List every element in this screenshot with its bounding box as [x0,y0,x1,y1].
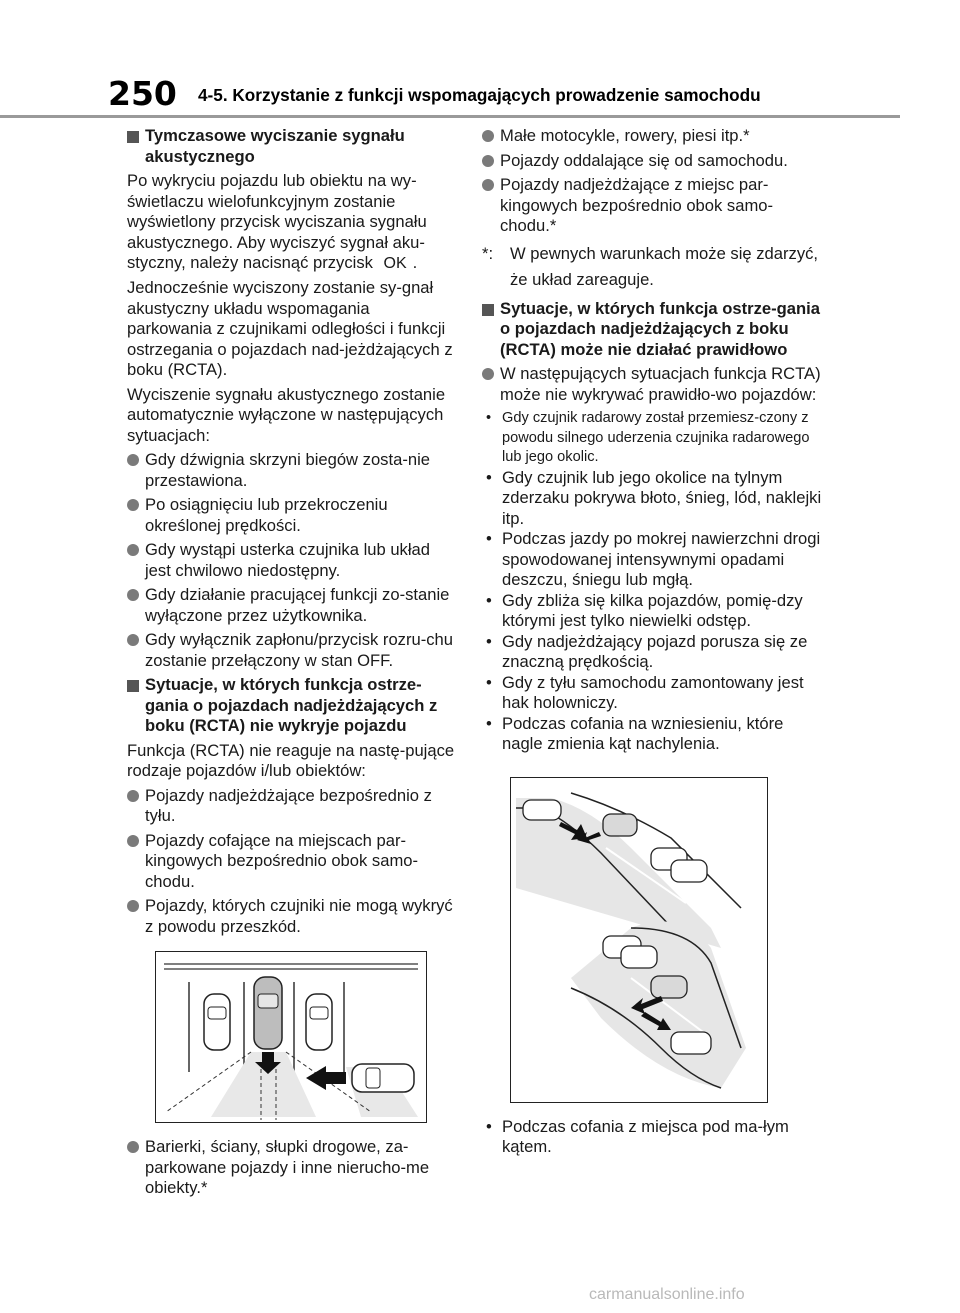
parking-lot-illustration [155,951,427,1123]
dash-item [482,468,822,530]
dash-item-text: Podczas cofania z miejsca pod ma-łym kątem. [502,1116,789,1156]
dash-bullet: • [486,410,492,426]
list-item [482,126,822,147]
circle-bullet-icon [127,634,139,646]
list-item-text: Małe motocykle, rowery, piesi itp.* [500,126,750,145]
paragraph-mute-end: . [412,253,418,272]
parking-diagram [156,952,426,1122]
circle-bullet-icon [127,790,139,802]
circle-bullet-icon [127,544,139,556]
heading-not-detect-text: Sytuacje, w których funkcja ostrze-gania o pojazdach nadjeżdżających z boku (RCTA) nie wykryje pojazdu [145,675,438,735]
circle-bullet-icon [127,454,139,466]
list-item-text: Pojazdy oddalające się od samochodu. [500,150,788,170]
dash-item-text: Gdy czujnik lub jego okolice na tylnym zderzaku pokrywa błoto, śnieg, lód, naklejki itp. [502,467,822,528]
list-item-text: Pojazdy nadjeżdżające z miejsc par-kingowych bezpośrednio obok samo-chodu.* [500,175,774,235]
heading-not-detect [127,675,457,737]
section-title: 4-5. Korzystanie z funkcji wspomagających prowadzenie samochodu [198,85,761,105]
circle-bullet-icon [127,1141,139,1153]
right-column [482,126,822,1158]
dash-item [482,529,822,591]
dash-bullet: • [486,467,492,487]
list-item [127,1137,457,1199]
list-item-text: Gdy działanie pracującej funkcji zo-stanie wyłączone przez użytkownika. [145,585,450,625]
circle-bullet-icon [482,155,494,167]
list-item [482,175,822,237]
header-rule [0,115,900,118]
list-item-text: W następujących sytuacjach funkcja RCTA) może nie wykrywać prawidło-wo pojazdów: [500,364,821,404]
list-item-text: Po osiągnięciu lub przekroczeniu określonej prędkości. [145,495,388,535]
list-item [127,450,457,491]
dash-item-text: Podczas jazdy po mokrej nawierzchni drogi spowodowanej intensywnymi opadami deszczu, śniegu lub mgłą. [502,529,821,589]
dash-item-text: Gdy zbliża się kilka pojazdów, pomię-dzy którymi jest tylko niewielki odstęp. [502,590,803,630]
list-item [127,831,457,893]
square-bullet-icon [127,680,139,692]
circle-bullet-icon [482,368,494,380]
circle-bullet-icon [127,900,139,912]
list-item-text: Pojazdy cofające na miejscach par-kingowych bezpośrednio obok samo-chodu. [145,830,419,891]
list-item [127,630,457,671]
slope-road-illustration [510,777,768,1103]
list-item [482,151,822,172]
footnote [482,241,822,293]
heading-mute-text: Tymczasowe wyciszanie sygnału akustycznego [145,126,405,166]
dash-bullet: • [486,529,492,548]
list-item-text: Pojazdy, których czujniki nie mogą wykryć z powodu przeszkód. [145,896,453,936]
list-item [127,786,457,827]
list-item-text: Gdy wyłącznik zapłonu/przycisk rozru-chu zostanie przełączony w stan OFF. [145,630,454,670]
circle-bullet-icon [127,589,139,601]
dash-item [482,632,822,673]
circle-bullet-icon [127,835,139,847]
dash-bullet: • [486,672,492,692]
list-item-text: Gdy wystąpi usterka czujnika lub układ jest chwilowo niedostępny. [145,540,430,580]
circle-bullet-icon [482,179,494,191]
list-item [127,896,457,937]
page-number: 250 [108,74,177,113]
list-item-text: Gdy dźwignia skrzyni biegów zosta-nie przestawiona. [145,450,430,490]
slope-diagram [511,778,767,1102]
heading-mute [127,126,457,167]
paragraph-mute-intro [127,171,457,274]
dash-item-text: Gdy z tyłu samochodu zamontowany jest hak holowniczy. [502,672,804,712]
paragraph-mute-text: Po wykryciu pojazdu lub obiektu na wy-świetlaczu wielofunkcyjnym zostanie wyświetlony przycisk wyciszania sygnału akustycznego. Aby wyciszyć sygnał aku-styczny, należy nacisnąć przycisk [127,171,427,272]
list-item [482,364,822,405]
list-item [127,495,457,536]
dash-bullet: • [486,1116,492,1136]
circle-bullet-icon [482,130,494,142]
paragraph-simultaneous: Jednocześnie wyciszony zostanie sy-gnał akustyczny układu wspomagania parkowania z czujnikami odległości i funkcji ostrzegania o pojazdach nad-jeżdżających z boku (RCTA). [127,278,453,379]
footnote-text: W pewnych warunkach może się zdarzyć, że układ zareaguje. [510,243,819,289]
square-bullet-icon [127,131,139,143]
dash-item-text: Gdy nadjeżdżający pojazd porusza się ze znaczną prędkością. [502,631,808,671]
footnote-mark: *: [482,243,494,263]
circle-bullet-icon [127,499,139,511]
dash-item [482,409,822,468]
dash-item [482,591,822,632]
dash-item [482,714,822,755]
dash-item-text: Podczas cofania na wzniesieniu, które nagle zmienia kąt nachylenia. [502,713,784,753]
dash-item [482,1117,822,1158]
dash-bullet: • [486,631,492,651]
list-item-text: Pojazdy nadjeżdżające bezpośrednio z tyłu. [145,785,432,825]
list-item [127,585,457,626]
list-item [127,540,457,581]
ok-button-glyph: OK [380,254,411,274]
list-item-text: Barierki, ściany, słupki drogowe, za-parkowane pojazdy i inne nierucho-me obiekty.* [145,1137,430,1197]
left-column [127,126,457,1203]
paragraph-auto-off: Wyciszenie sygnału akustycznego zostanie automatycznie wyłączone w następujących sytuacjach: [127,384,446,445]
square-bullet-icon [482,304,494,316]
dash-bullet: • [486,590,492,610]
heading-may-not-work [482,299,822,361]
watermark: carmanualsonline.info [589,1286,745,1303]
dash-bullet: • [486,713,492,733]
heading-may-not-work-text: Sytuacje, w których funkcja ostrze-gania o pojazdach nadjeżdżających z boku (RCTA) może nie działać prawidłowo [500,298,820,359]
dash-item-text: Gdy czujnik radarowy został przemiesz-czony z powodu silnego uderzenia czujnika radarowego lub jego okolic. [502,410,810,465]
dash-item [482,673,822,714]
paragraph-not-respond: Funkcja (RCTA) nie reaguje na nastę-pujące rodzaje pojazdów i/lub obiektów: [127,740,455,780]
